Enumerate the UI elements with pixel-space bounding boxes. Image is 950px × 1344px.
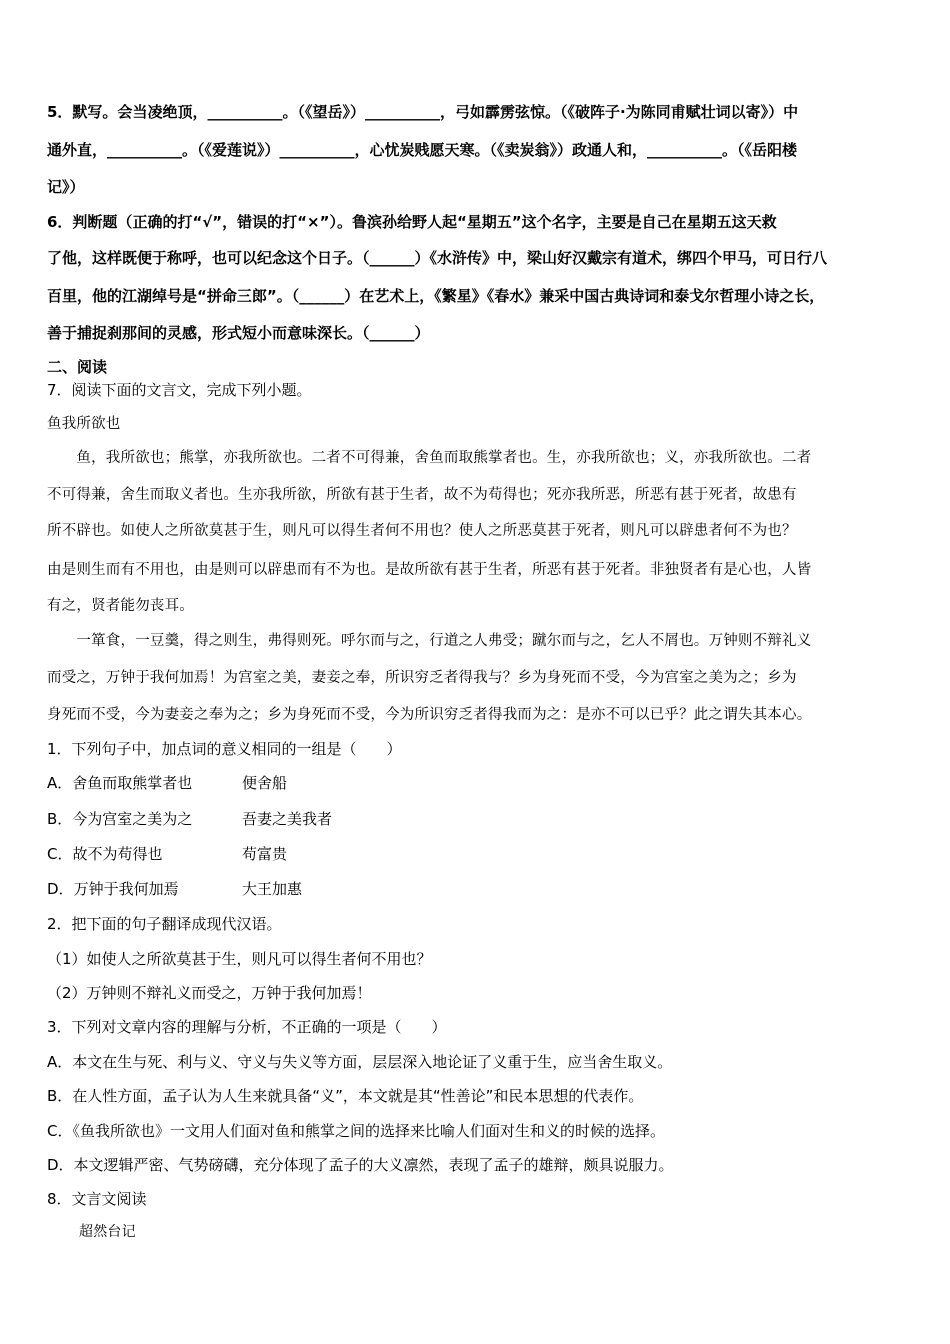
passage-line: 不可得兼，舍生而取义者也。生亦我所欲，所欲有甚于生者，故不为苟得也；死亦我所恶，所恶有甚于死者，故患有 xyxy=(47,487,797,503)
q5-line-2: 通外直，__________。（《爱莲说》）__________，心忧炭贱愿天寒。（《卖炭翁》）政通人和，__________。（《岳阳楼 xyxy=(47,141,798,159)
q8-intro: 8．文言文阅读 xyxy=(47,1190,147,1208)
q6-line-2: 了他，这样既便于称呼，也可以纪念这个日子。（______）《水浒传》中，梁山好汉戴宗有道术，绑四个甲马，可日行八 xyxy=(47,249,828,267)
section-heading-reading: 二、阅读 xyxy=(47,358,108,376)
option-b[interactable] xyxy=(47,809,547,829)
option-label: A． xyxy=(47,774,73,792)
option-left-text: 舍鱼而取熊掌者也 xyxy=(72,774,193,792)
option-b[interactable]: B．在人性方面，孟子认为人生来就具备“义”，本文就是其“性善论”和民本思想的代表作。 xyxy=(47,1087,644,1105)
q5-line-3: 记》） xyxy=(47,178,85,196)
option-right-text: 便舍船 xyxy=(242,774,288,792)
option-c[interactable]: C．《鱼我所欲也》一文用人们面对鱼和熊掌之间的选择来比喻人们面对生和义的时候的选择。 xyxy=(47,1122,665,1140)
option-label: B． xyxy=(47,810,73,828)
option-right-text: 苟富贵 xyxy=(242,845,288,863)
passage-line: 而受之，万钟于我何加焉！为宫室之美，妻妾之奉，所识穷乏者得我与？乡为身死而不受，今为宫室之美为之；乡为 xyxy=(47,670,797,686)
q8-passage-title: 超然台记 xyxy=(79,1224,136,1240)
q7-intro: 7．阅读下面的文言文，完成下列小题。 xyxy=(47,381,312,399)
q6-line-3: 百里，他的江湖绰号是“拼命三郎”。（______）在艺术上，《繁星》《春水》兼采中国古典诗词和泰戈尔哲理小诗之长， xyxy=(47,287,825,305)
translation-item-2: （2）万钟则不辩礼义而受之，万钟于我何加焉！ xyxy=(47,984,372,1002)
passage-line: 身死而不受，今为妻妾之奉为之；乡为身死而不受，今为所识穷乏者得我而为之：是亦不可以已乎？此之谓失其本心。 xyxy=(47,707,812,723)
translation-item-1: （1）如使人之所欲莫甚于生，则凡可以得生者何不用也？ xyxy=(47,950,432,968)
passage-line: 一箪食，一豆羹，得之则生，弗得则死。呼尔而与之，行道之人弗受；蹴尔而与之，乞人不屑也。万钟则不辩礼义 xyxy=(47,633,812,649)
q7-sub1-stem: 1．下列句子中，加点词的意义相同的一组是（ ） xyxy=(47,740,402,758)
option-a[interactable] xyxy=(47,773,547,793)
option-label: D． xyxy=(47,880,74,898)
option-a[interactable]: A．本文在生与死、利与义、守义与失义等方面，层层深入地论证了义重于生，应当舍生取义。 xyxy=(47,1053,673,1071)
q5-line-1: 5．默写。会当凌绝顶，__________。（《望岳》）__________，弓如霹雳弦惊。（《破阵子·为陈同甫赋壮词以寄》）中 xyxy=(47,103,799,121)
option-left-text: 今为宫室之美为之 xyxy=(72,810,193,828)
passage-line: 由是则生而有不用也，由是则可以辟患而有不为也。是故所欲有甚于生者，所恶有甚于死者。非独贤者有是心也，人皆 xyxy=(47,562,812,578)
q7-sub2-stem: 2．把下面的句子翻译成现代汉语。 xyxy=(47,915,282,933)
q6-line-4: 善于捕捉刹那间的灵感，形式短小而意味深长。（______） xyxy=(47,324,430,342)
option-d[interactable] xyxy=(47,879,547,899)
option-label: C． xyxy=(47,845,73,863)
option-c[interactable] xyxy=(47,844,547,864)
q6-line-1: 6．判断题（正确的打“√”，错误的打“×”）。鲁滨孙给野人起“星期五”这个名字，主要是自己在星期五这天救 xyxy=(47,213,777,231)
option-left-text: 故不为苟得也 xyxy=(72,845,163,863)
q7-passage-title: 鱼我所欲也 xyxy=(47,416,121,432)
option-d[interactable]: D．本文逻辑严密、气势磅礴，充分体现了孟子的大义凛然，表现了孟子的雄辩，颇具说服力。 xyxy=(47,1156,674,1174)
q7-sub3-stem: 3．下列对文章内容的理解与分析，不正确的一项是（ ） xyxy=(47,1018,447,1036)
option-right-text: 大王加惠 xyxy=(242,880,303,898)
passage-line: 所不辟也。如使人之所欲莫甚于生，则凡可以得生者何不用也？使人之所恶莫甚于死者，则凡可以辟患者何不为也？ xyxy=(47,523,797,539)
passage-line: 鱼，我所欲也；熊掌，亦我所欲也。二者不可得兼，舍鱼而取熊掌者也。生，亦我所欲也；义，亦我所欲也。二者 xyxy=(47,450,812,466)
option-right-text: 吾妻之美我者 xyxy=(242,810,333,828)
option-left-text: 万钟于我何加焉 xyxy=(73,880,179,898)
passage-line: 有之，贤者能勿丧耳。 xyxy=(47,598,194,614)
